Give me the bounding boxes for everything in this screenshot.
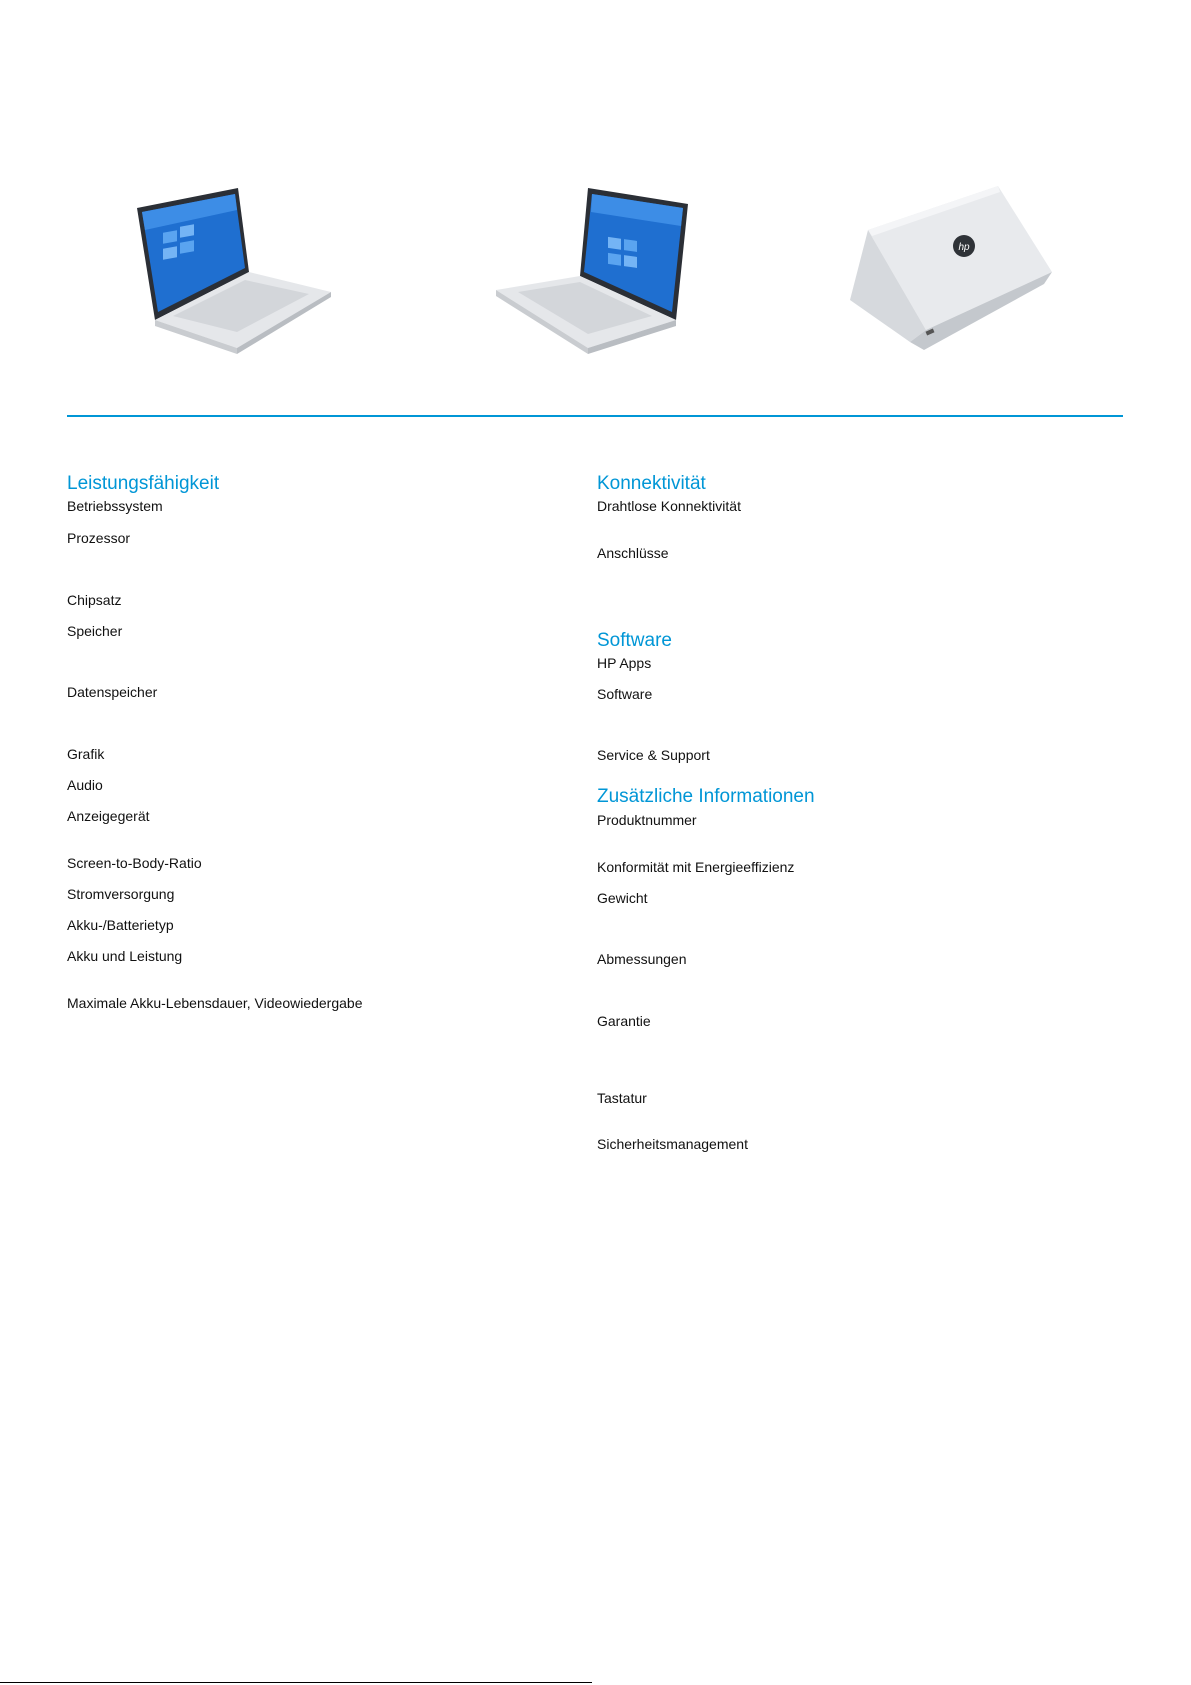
spec-label-screen-to-body-ratio: Screen-to-Body-Ratio <box>67 855 202 871</box>
spec-label-akku-batterietyp: Akku-/Batterietyp <box>67 917 174 933</box>
laptop-front-left-icon <box>133 180 343 365</box>
spec-label-anzeigegeraet: Anzeigegerät <box>67 808 150 824</box>
spec-label-anschluesse: Anschlüsse <box>597 545 669 561</box>
spec-label-service-support: Service & Support <box>597 747 710 763</box>
spec-label-audio: Audio <box>67 777 103 793</box>
spec-label-software: Software <box>597 686 653 702</box>
spec-label-garantie: Garantie <box>597 1013 651 1029</box>
spec-label-chipsatz: Chipsatz <box>67 592 122 608</box>
spec-label-drahtlose-konnektivitaet: Drahtlose Konnektivität <box>597 498 741 514</box>
spec-label-hp-apps: HP Apps <box>597 655 652 671</box>
section-title-leistungsfaehigkeit: Leistungsfähigkeit <box>67 473 220 494</box>
spec-label-tastatur: Tastatur <box>597 1090 647 1106</box>
spec-label-max-akku-lebensdauer: Maximale Akku-Lebensdauer, Videowiedergabe <box>67 995 363 1011</box>
laptop-image-front-right <box>488 180 698 365</box>
spec-label-gewicht: Gewicht <box>597 890 648 906</box>
laptop-front-right-icon <box>488 180 698 365</box>
spec-label-stromversorgung: Stromversorgung <box>67 886 175 902</box>
spec-label-produktnummer: Produktnummer <box>597 812 697 828</box>
spec-label-speicher: Speicher <box>67 623 123 639</box>
laptop-rear-logo-icon <box>848 180 1058 365</box>
footer-rule <box>0 1682 592 1683</box>
section-title-konnektivitaet: Konnektivität <box>597 473 706 494</box>
section-divider <box>67 415 1123 417</box>
spec-label-datenspeicher: Datenspeicher <box>67 684 158 700</box>
svg-text:hp: hp <box>958 242 970 253</box>
spec-label-sicherheitsmanagement: Sicherheitsmanagement <box>597 1136 748 1152</box>
section-title-software: Software <box>597 630 672 651</box>
spec-label-abmessungen: Abmessungen <box>597 951 687 967</box>
laptop-image-front-left <box>133 180 343 365</box>
laptop-image-rear <box>848 180 1058 365</box>
spec-label-akku-und-leistung: Akku und Leistung <box>67 948 183 964</box>
spec-label-betriebssystem: Betriebssystem <box>67 498 163 514</box>
spec-label-grafik: Grafik <box>67 746 105 762</box>
spec-label-prozessor: Prozessor <box>67 530 131 546</box>
spec-label-energieeffizienz: Konformität mit Energieeffizienz <box>597 859 795 875</box>
section-title-zusaetzliche-informationen: Zusätzliche Informationen <box>597 786 815 807</box>
